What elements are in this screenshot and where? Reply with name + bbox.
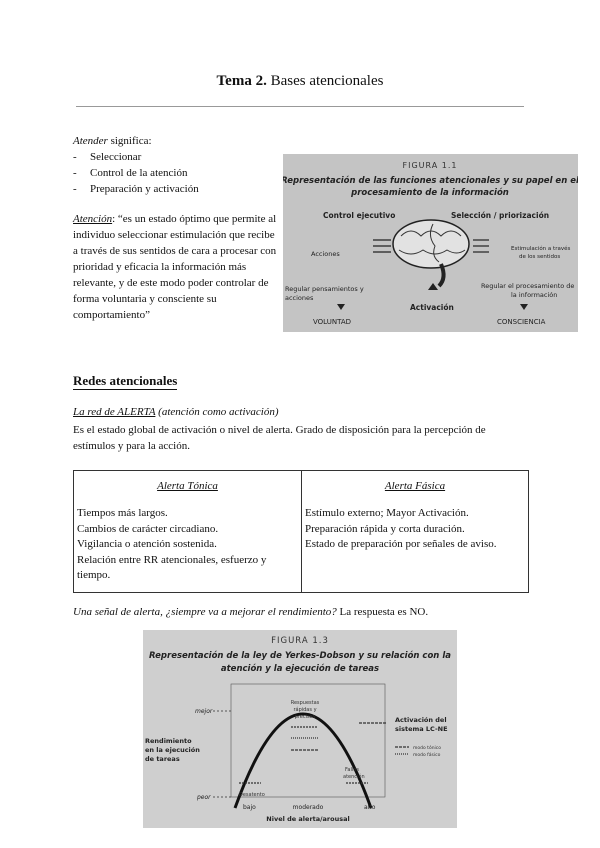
fasica-header: Alerta Fásica xyxy=(384,480,446,492)
list-item xyxy=(73,149,283,165)
table-cell-line: Cambios de carácter circadiano. xyxy=(77,522,219,535)
x-tick-alto: alto xyxy=(364,804,376,811)
bullet-dash: - xyxy=(73,151,77,163)
atencion-definition xyxy=(73,211,278,323)
atencion-text: : “es un estado óptimo que permite al individuo seleccionar estimulación que recibe a través de sus sentidos de cara a procesar con prioridad y eficacia la información más relevante, y de este modo poder controlar de forma voluntaria y consciente su comportamiento” xyxy=(73,213,277,321)
alerta-description: Es el estado global de activación o nivel de alerta. Grado de disposición para la percepción de estímulos y para la acción. xyxy=(73,424,486,452)
control-ejecutivo-label: Control ejecutivo xyxy=(323,211,396,220)
list-item xyxy=(73,181,283,197)
section-title: Redes atencionales xyxy=(73,373,178,388)
consciencia-label: CONSCIENCIA xyxy=(497,318,546,326)
table-cell-line: Estado de preparación por señales de aviso. xyxy=(305,538,497,550)
list-item xyxy=(73,165,283,181)
mejor-label: mejor xyxy=(195,708,213,715)
figure1-caption-line1: Representación de las funciones atencionales y su papel en el xyxy=(283,176,578,186)
legend-fasico-label: modo fásico xyxy=(413,753,441,758)
atender-term: Atender xyxy=(73,135,108,147)
acciones-label: Acciones xyxy=(311,250,340,258)
regular-proc-line2: la información xyxy=(511,291,558,299)
x-tick-bajo: bajo xyxy=(243,804,256,811)
brain-icon xyxy=(393,220,469,286)
figure3-label: FIGURA 1.3 xyxy=(271,636,329,646)
figure1-label: FIGURA 1.1 xyxy=(402,161,458,170)
estimulacion-line1: Estimulación a través xyxy=(511,246,571,252)
figure-attention-functions xyxy=(283,154,578,332)
alerta-table xyxy=(73,470,529,593)
list-item-text: Preparación y activación xyxy=(90,183,199,195)
list-item-text: Control de la atención xyxy=(90,167,188,179)
page-title xyxy=(0,73,600,90)
estimulacion-line2: de los sentidos xyxy=(519,254,561,260)
right-arrows xyxy=(473,240,489,252)
intro-block xyxy=(73,133,283,197)
figure3-caption-line1: Representación de la ley de Yerkes-Dobson y su relación con la xyxy=(149,651,451,661)
regular-line2: acciones xyxy=(285,294,314,302)
down-arrow-icon xyxy=(337,304,345,310)
atender-rest: significa: xyxy=(107,135,152,147)
activacion-label: Activación xyxy=(410,303,454,312)
left-arrows xyxy=(373,240,391,252)
question-answer: La respuesta es NO. xyxy=(336,606,429,618)
activacion-lcne-line1: Activación del xyxy=(395,716,447,724)
respuestas-line1: Respuestas xyxy=(290,700,320,706)
figure-yerkes-dodson xyxy=(143,630,457,828)
down-arrow-icon xyxy=(520,304,528,310)
tonica-header: Alerta Tónica xyxy=(157,480,218,492)
rendimiento-line2: en la ejecución xyxy=(145,746,200,754)
intro-list xyxy=(73,149,283,197)
fallos-line2: atención xyxy=(343,774,365,780)
rendimiento-line1: Rendimiento xyxy=(145,737,192,745)
respuestas-line3: precisas xyxy=(294,714,316,720)
table-cell-line: Preparación rápida y corta duración. xyxy=(305,522,465,535)
voluntad-label: VOLUNTAD xyxy=(313,318,351,326)
table-cell-line: tiempo. xyxy=(77,569,111,581)
alerta-heading xyxy=(73,406,279,418)
title-rest: Bases atencionales xyxy=(266,73,384,89)
regular-line1: Regular pensamientos y xyxy=(285,285,364,293)
x-axis-label: Nivel de alerta/arousal xyxy=(266,815,350,823)
figure1-caption-line2: procesamiento de la información xyxy=(351,188,509,198)
title-bold: Tema 2. xyxy=(216,73,267,89)
fasica-column xyxy=(302,471,528,592)
atencion-term: Atención xyxy=(73,213,113,225)
regular-proc-line1: Regular el procesamiento de xyxy=(481,282,575,290)
table-cell-line: Estímulo externo; Mayor Activación. xyxy=(305,507,469,519)
x-tick-moderado: moderado xyxy=(292,804,324,811)
rendimiento-line3: de tareas xyxy=(145,755,180,763)
seleccion-label: Selección / priorización xyxy=(451,211,550,220)
peor-label: peor xyxy=(197,794,211,801)
table-cell-line: Tiempos más largos. xyxy=(77,507,168,519)
alerta-question xyxy=(73,606,428,618)
fallos-line1: Fallos xyxy=(345,767,359,773)
figure3-caption-line2: atención y la ejecución de tareas xyxy=(220,664,380,674)
tonica-column xyxy=(74,471,302,592)
mode-markers xyxy=(239,723,387,783)
table-cell-line: Relación entre RR atencionales, esfuerzo y xyxy=(77,553,267,566)
legend-tonico-label: modo tónico xyxy=(413,746,442,751)
bullet-dash: - xyxy=(73,167,77,179)
respuestas-line2: rápidas y xyxy=(293,707,317,713)
activacion-lcne-line2: sistema LC-NE xyxy=(395,725,448,733)
question-italic: Una señal de alerta, ¿siempre va a mejorar el rendimiento? xyxy=(73,606,337,618)
up-arrow-icon xyxy=(428,283,438,290)
desatento-label: Desatento xyxy=(239,792,265,798)
title-divider xyxy=(76,106,524,107)
bullet-dash: - xyxy=(73,183,77,195)
list-item-text: Seleccionar xyxy=(90,151,142,163)
alerta-heading-rest: (atención como activación) xyxy=(155,406,279,418)
table-cell-line: Vigilancia o atención sostenida. xyxy=(77,538,217,550)
alerta-heading-underlined: La red de ALERTA xyxy=(73,406,156,418)
